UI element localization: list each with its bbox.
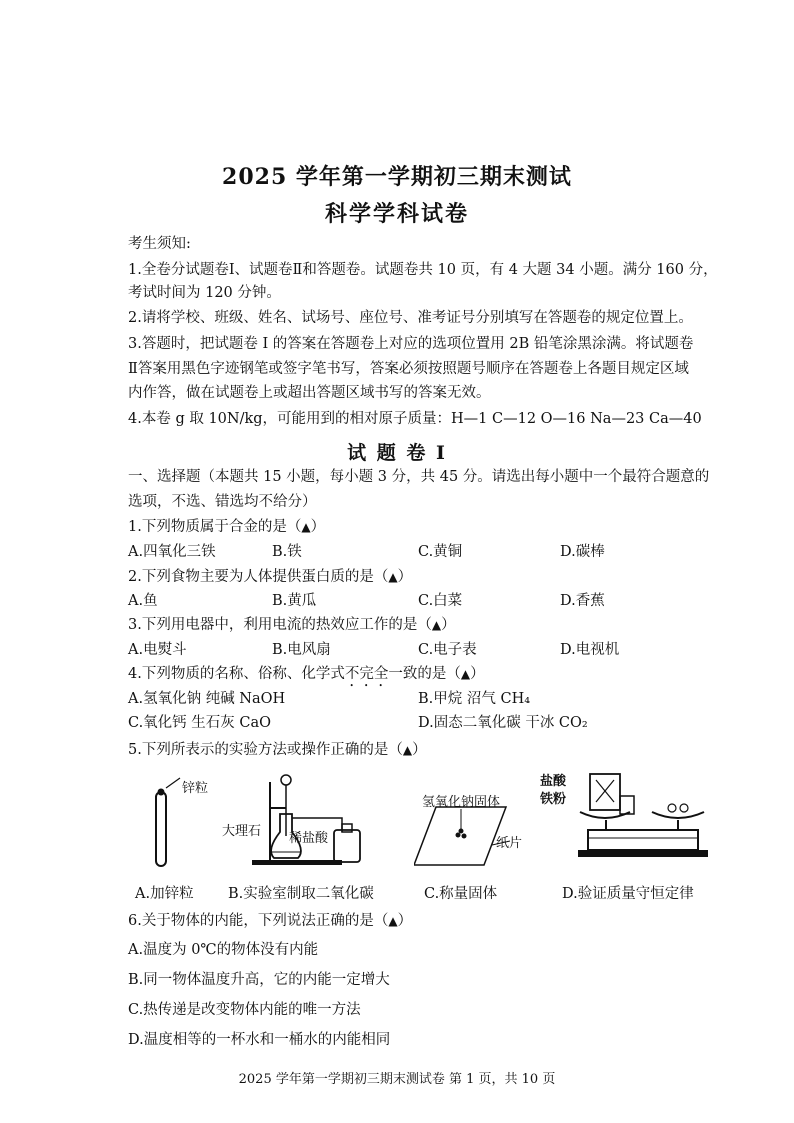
label-zinc: 锌粒 — [182, 781, 209, 796]
notice-item: 考试时间为 120 分钟。 — [128, 285, 281, 301]
answer-mark: ▲ — [460, 667, 471, 681]
option: D.电视机 — [560, 642, 620, 658]
answer-mark: ▲ — [402, 743, 413, 757]
answer-mark: ▲ — [388, 570, 398, 584]
question-stem: 6.关于物体的内能，下列说法正确的是（▲） — [128, 913, 413, 929]
label-hydrochloric-acid: 盐酸 — [540, 774, 567, 789]
option: A.氢氧化钠 纯碱 NaOH — [128, 691, 286, 707]
option: D.验证质量守恒定律 — [562, 886, 694, 902]
option: C.黄铜 — [418, 544, 463, 560]
notice-item: 2.请将学校、班级、姓名、试场号、座位号、准考证号分别填写在答题卷的规定位置上。 — [128, 310, 693, 326]
option: A.鱼 — [128, 593, 158, 609]
option: C.白菜 — [418, 593, 463, 609]
question-stem: 5.下列所表示的实验方法或操作正确的是（▲） — [128, 742, 427, 758]
notice-item: Ⅱ答案用黑色字迹钢笔或签字笔书写，答案必须按照题号顺序在答题卷上各题目规定区域 — [128, 361, 689, 377]
question-stem: 2.下列食物主要为人体提供蛋白质的是（▲） — [128, 569, 413, 585]
answer-mark: ▲ — [388, 914, 398, 928]
part-instructions: 选项，不选、错选均不给分） — [128, 494, 317, 510]
answer-mark: ▲ — [431, 618, 442, 632]
option: B.电风扇 — [272, 642, 331, 658]
option: A.四氧化三铁 — [128, 544, 216, 560]
emphasized-text: 不完全 — [344, 666, 389, 682]
option: B.同一物体温度升高，它的内能一定增大 — [128, 972, 390, 988]
exam-subtitle: 科学学科试卷 — [324, 201, 469, 227]
option: C.电子表 — [418, 642, 477, 658]
option: C.热传递是改变物体内能的唯一方法 — [128, 1002, 361, 1018]
page-footer: 2025 学年第一学期初三期末测试卷 第 1 页，共 10 页 — [238, 1072, 556, 1087]
option: C.氧化钙 生石灰 CaO — [128, 715, 272, 731]
option: A.加锌粒 — [135, 886, 194, 902]
notice-item: 1.全卷分试题卷Ⅰ、试题卷Ⅱ和答题卷。试题卷共 10 页，有 4 大题 34 小题。满分 160 分， — [128, 262, 718, 278]
exam-title: 2025 学年第一学期初三期末测试 — [222, 164, 572, 190]
label-iron-powder: 铁粉 — [540, 792, 567, 807]
option: B.铁 — [272, 544, 302, 560]
question-stem: 1.下列物质属于合金的是（▲） — [128, 519, 326, 535]
section-title: 试 题 卷 I — [347, 442, 447, 464]
question-stem: 3.下列用电器中，利用电流的热效应工作的是（▲） — [128, 617, 456, 633]
part-instructions: 一、选择题（本题共 15 小题，每小题 3 分，共 45 分。请选出每小题中一个最符合题意的 — [128, 469, 710, 485]
option: D.固态二氧化碳 干冰 CO₂ — [418, 715, 588, 731]
notice-item: 4.本卷 g 取 10N/kg，可能用到的相对原子质量：H—1 C—12 O—16 Na—23 Ca—40 — [128, 411, 702, 427]
notice-heading: 考生须知: — [128, 236, 191, 252]
question-stem: 4.下列物质的名称、俗称、化学式不完全一致的是（▲） — [128, 666, 485, 682]
figure-d-balance — [568, 768, 718, 868]
option: A.温度为 0℃的物体没有内能 — [128, 942, 319, 958]
label-paper: 纸片 — [496, 836, 523, 851]
option: D.香蕉 — [560, 593, 605, 609]
notice-item: 3.答题时，把试题卷 I 的答案在答题卷上对应的选项位置用 2B 铅笔涂黑涂满。将试题卷 — [128, 336, 694, 352]
option: A.电熨斗 — [128, 642, 187, 658]
label-marble: 大理石 — [222, 824, 262, 839]
option: B.实验室制取二氧化碳 — [228, 886, 374, 902]
option: C.称量固体 — [424, 886, 498, 902]
answer-mark: ▲ — [301, 520, 311, 534]
option: D.温度相等的一杯水和一桶水的内能相同 — [128, 1032, 391, 1048]
label-naoh-solid: 氢氧化钠固体 — [422, 795, 501, 810]
label-dilute-hcl: 稀盐酸 — [289, 831, 329, 846]
option: B.黄瓜 — [272, 593, 317, 609]
option: B.甲烷 沼气 CH₄ — [418, 691, 531, 707]
notice-item: 内作答，做在试题卷上或超出答题区域书写的答案无效。 — [128, 385, 491, 401]
option: D.碳棒 — [560, 544, 605, 560]
